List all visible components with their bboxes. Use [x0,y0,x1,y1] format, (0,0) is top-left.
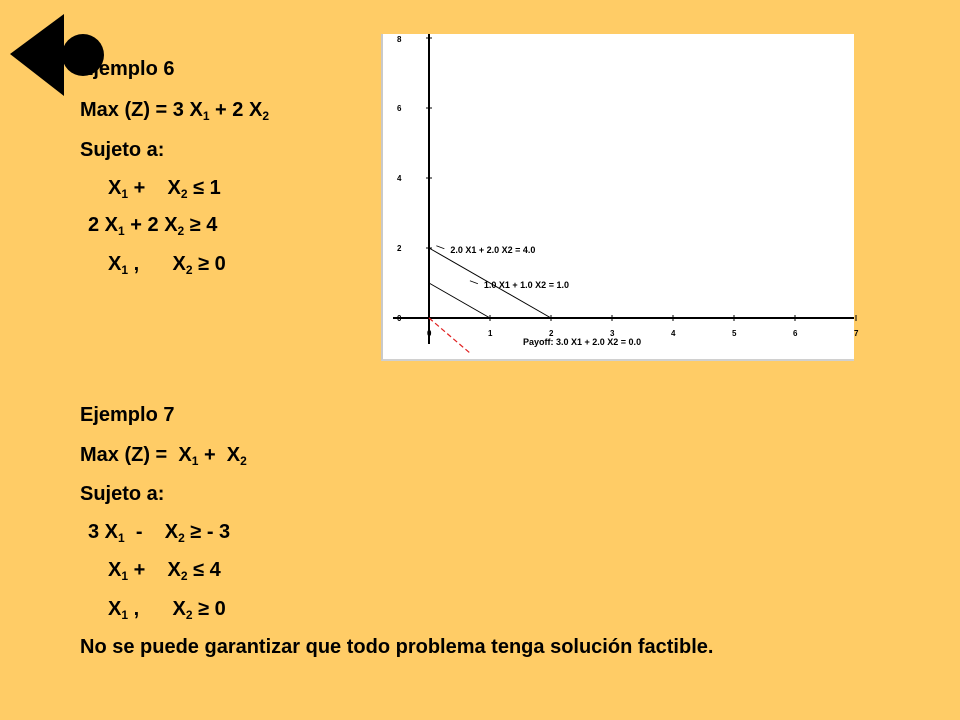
x-tick-label: 2 [549,329,554,338]
constraint-label-2: 1.0 X1 + 1.0 X2 = 1.0 [483,279,569,290]
y-tick-label: 2 [397,244,402,253]
constraint-leader-2 [470,281,478,284]
conclusion-text: No se puede garantizar que todo problema tenga solución factible. [80,636,714,658]
example-7-subject-label: Sujeto a: [80,483,165,505]
example-7-constraint-3: $X_1$ , $X_2 \ge 0$ [108,598,226,622]
example-6-constraint-2: 2 $X_1 + 2$ $X_2 \ge 4$ [88,214,218,238]
example-7-constraint-2: $X_1$ + $X_2 \le 4$ [108,559,221,583]
constraint-line-2 [429,283,490,318]
y-tick-label: 4 [397,174,402,183]
back-arrow-icon[interactable] [10,14,108,96]
x-tick-label: 4 [671,329,676,338]
x-tick-label: 0 [427,329,432,338]
chart-svg [383,34,859,359]
x-tick-label: 6 [793,329,798,338]
example-6-title: Ejemplo 6 [80,58,175,80]
constraint-label-1: 2.0 X1 + 2.0 X2 = 4.0 [450,244,536,255]
x-tick-label: 1 [488,329,493,338]
example-6-constraint-1: $X_1$ + $X_2 \le 1$ [108,177,221,201]
example-6-objective: Max (Z) = 3 $X_1 + 2$ $X_2$ [80,99,269,123]
y-tick-label: 6 [397,104,402,113]
example-7-constraint-1: 3 $X_1$ - $X_2$ ≥ - 3 [88,521,231,545]
x-tick-label: 7 [854,329,859,338]
y-tick-label: 8 [397,35,402,44]
example-6-constraint-3: $X_1$ , $X_2 \ge 0$ [108,253,226,277]
payoff-line [429,318,470,353]
constraint-leader-1 [436,246,444,249]
example-7-title: Ejemplo 7 [80,404,175,426]
x-tick-label: 3 [610,329,615,338]
feasible-region-chart [381,34,859,361]
example-6-subject-label: Sujeto a: [80,139,165,161]
payoff-label: Payoff: 3.0 X1 + 2.0 X2 = 0.0 [523,337,642,347]
x-tick-label: 5 [732,329,737,338]
y-tick-label: 0 [397,314,402,323]
example-7-objective: Max $(Z) = X_1 + X_2$ [80,444,247,468]
